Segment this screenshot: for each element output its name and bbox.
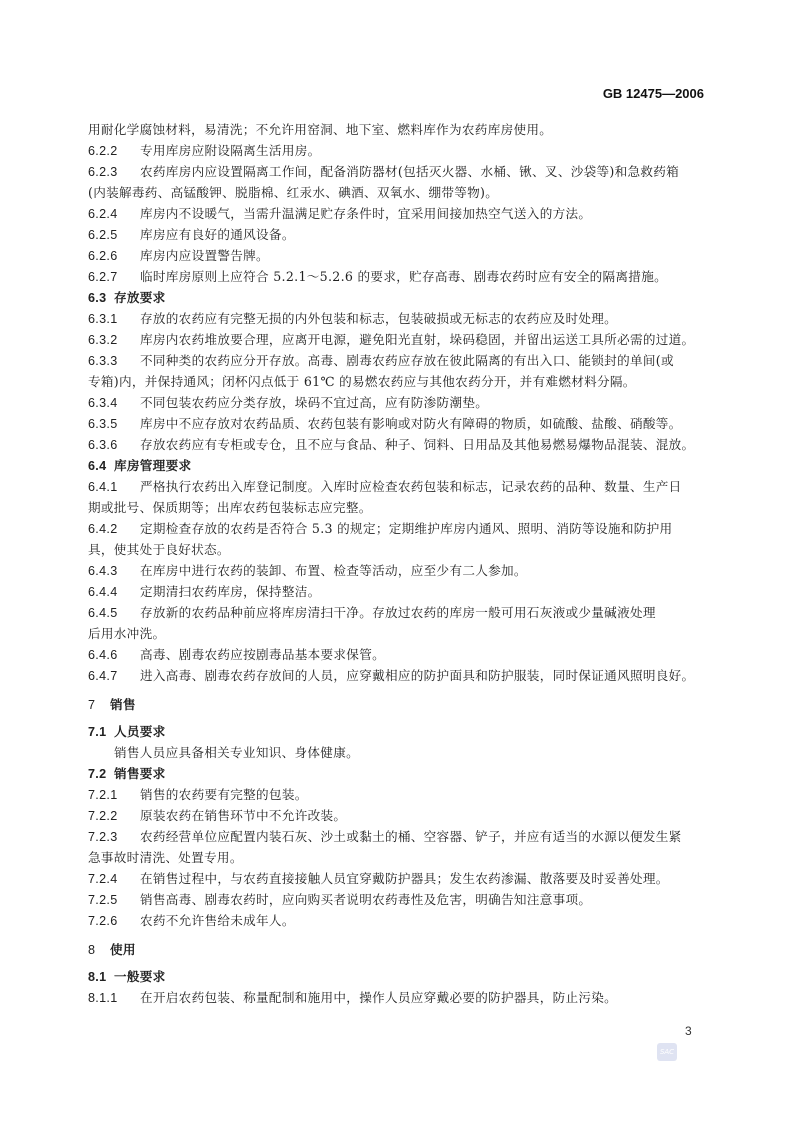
sac-logo-icon: SAC — [657, 1043, 677, 1061]
clause-text: 专用库房应附设隔离生活用房。 — [140, 143, 321, 158]
clause-text: 具，使其处于良好状态。 — [88, 542, 230, 557]
clause-line — [88, 161, 708, 182]
clause-number: 6.3.4 — [88, 396, 118, 410]
section-heading — [88, 455, 708, 476]
clause-number: 6.4.6 — [88, 648, 118, 662]
continuation-line — [88, 371, 708, 392]
clause-line — [88, 868, 708, 889]
clause-line — [88, 826, 708, 847]
continuation-line — [88, 119, 708, 140]
clause-number: 7.2 — [88, 767, 107, 781]
clause-number: 6.4.3 — [88, 564, 118, 578]
clause-line — [88, 140, 708, 161]
clause-text: 库房内农药堆放要合理，应离开电源，避免阳光直射，垛码稳固，并留出运送工具所必需的过道。 — [140, 332, 695, 347]
clause-line — [88, 203, 708, 224]
clause-number: 7.2.6 — [88, 914, 118, 928]
standard-code-header: GB 12475—2006 — [602, 86, 704, 101]
clause-text: 农药不允许售给未成年人。 — [140, 913, 295, 928]
continuation-line — [88, 497, 708, 518]
clause-number: 6.4.5 — [88, 606, 118, 620]
clause-text: 库房管理要求 — [114, 458, 192, 473]
clause-text: 库房内不设暖气，当需升温满足贮存条件时，宜采用间接加热空气送入的方法。 — [140, 206, 592, 221]
clause-number: 7.2.1 — [88, 788, 118, 802]
clause-number: 7.1 — [88, 725, 107, 739]
clause-number: 8.1.1 — [88, 991, 118, 1005]
continuation-line — [88, 182, 708, 203]
clause-line — [88, 476, 708, 497]
clause-number: 7.2.2 — [88, 809, 118, 823]
clause-line — [88, 266, 708, 287]
clause-text: 销售 — [110, 697, 136, 712]
clause-text: 库房应有良好的通风设备。 — [140, 227, 295, 242]
clause-line — [88, 560, 708, 581]
chapter-heading — [88, 694, 708, 715]
clause-text: 库房内应设置警告牌。 — [140, 248, 269, 263]
clause-number: 6.4.4 — [88, 585, 118, 599]
clause-number: 6.4.2 — [88, 522, 118, 536]
clause-text: 销售要求 — [114, 766, 166, 781]
clause-text: 使用 — [110, 942, 136, 957]
clause-text: 进入高毒、剧毒农药存放间的人员，应穿戴相应的防护面具和防护服装，同时保证通风照明良好。 — [140, 668, 695, 683]
clause-number: 6.3.1 — [88, 312, 118, 326]
document-body — [88, 119, 708, 1008]
clause-number: 6.3 — [88, 291, 107, 305]
clause-line — [88, 889, 708, 910]
clause-number: 6.4 — [88, 459, 107, 473]
clause-number: 7.2.3 — [88, 830, 118, 844]
clause-text: 人员要求 — [114, 724, 166, 739]
clause-text: 库房中不应存放对农药品质、农药包装有影响或对防火有障碍的物质，如硫酸、盐酸、硝酸等。 — [140, 416, 682, 431]
clause-text: 在销售过程中，与农药直接接触人员宜穿戴防护器具；发生农药渗漏、散落要及时妥善处理。 — [140, 871, 669, 886]
clause-number: 6.4.1 — [88, 480, 118, 494]
clause-text: 定期检查存放的农药是否符合 5.3 的规定；定期维护库房内通风、照明、消防等设施和防护用 — [140, 521, 673, 536]
clause-number: 6.2.5 — [88, 228, 118, 242]
clause-text: 在库房中进行农药的装卸、布置、检查等活动，应至少有二人参加。 — [140, 563, 527, 578]
clause-number: 6.2.2 — [88, 144, 118, 158]
clause-text: 临时库房原则上应符合 5.2.1～5.2.6 的要求，贮存高毒、剧毒农药时应有安全的隔离措施。 — [140, 269, 667, 284]
clause-text: 农药库房内应设置隔离工作间，配备消防器材(包括灭火器、水桶、锹、叉、沙袋等)和急救药箱 — [140, 164, 680, 179]
clause-text: 急事故时清洗、处置专用。 — [88, 850, 243, 865]
clause-number: 7.2.5 — [88, 893, 118, 907]
clause-number: 6.2.6 — [88, 249, 118, 263]
clause-line — [88, 392, 708, 413]
clause-text: 严格执行农药出入库登记制度。入库时应检查农药包装和标志，记录农药的品种、数量、生产日 — [140, 479, 682, 494]
clause-line — [88, 518, 708, 539]
clause-number: 6.2.3 — [88, 165, 118, 179]
clause-number: 7 — [88, 698, 96, 712]
clause-text: 定期清扫农药库房，保持整洁。 — [140, 584, 321, 599]
section-heading — [88, 287, 708, 308]
paragraph-line — [88, 742, 708, 763]
clause-line — [88, 245, 708, 266]
clause-number: 6.4.7 — [88, 669, 118, 683]
clause-line — [88, 784, 708, 805]
clause-line — [88, 665, 708, 686]
clause-number: 7.2.4 — [88, 872, 118, 886]
clause-line — [88, 329, 708, 350]
clause-line — [88, 308, 708, 329]
clause-text: 销售的农药要有完整的包装。 — [140, 787, 308, 802]
clause-text: 原装农药在销售环节中不允许改装。 — [140, 808, 347, 823]
clause-text: 不同种类的农药应分开存放。高毒、剧毒农药应存放在彼此隔离的有出入口、能锁封的单间(或 — [140, 353, 674, 368]
section-heading — [88, 721, 708, 742]
clause-line — [88, 581, 708, 602]
clause-text: 一般要求 — [114, 969, 166, 984]
clause-line — [88, 910, 708, 931]
section-heading — [88, 966, 708, 987]
clause-text: 销售高毒、剧毒农药时，应向购买者说明农药毒性及危害，明确告知注意事项。 — [140, 892, 592, 907]
continuation-line — [88, 539, 708, 560]
page-number: 3 — [685, 1024, 692, 1038]
clause-line — [88, 644, 708, 665]
clause-text: 专箱)内，并保持通风；闭杯闪点低于 61℃ 的易燃农药应与其他农药分开，并有难燃材料分隔。 — [88, 374, 636, 389]
clause-number: 6.3.3 — [88, 354, 118, 368]
clause-number: 6.3.5 — [88, 417, 118, 431]
clause-text: 用耐化学腐蚀材料，易清洗；不允许用窑洞、地下室、燃料库作为农药库房使用。 — [88, 122, 553, 137]
clause-text: (内装解毒药、高锰酸钾、脱脂棉、红汞水、碘酒、双氧水、绷带等物)。 — [88, 185, 499, 200]
clause-text: 存放新的农药品种前应将库房清扫干净。存放过农药的库房一般可用石灰液或少量碱液处理 — [140, 605, 656, 620]
clause-text: 高毒、剧毒农药应按剧毒品基本要求保管。 — [140, 647, 385, 662]
clause-text: 农药经营单位应配置内装石灰、沙土或黏土的桶、空容器、铲子，并应有适当的水源以便发生紧 — [140, 829, 682, 844]
clause-number: 6.3.2 — [88, 333, 118, 347]
clause-line — [88, 413, 708, 434]
clause-text: 在开启农药包装、称量配制和施用中，操作人员应穿戴必要的防护器具，防止污染。 — [140, 990, 618, 1005]
clause-line — [88, 350, 708, 371]
clause-number: 6.2.4 — [88, 207, 118, 221]
continuation-line — [88, 847, 708, 868]
clause-text: 不同包装农药应分类存放，垛码不宜过高，应有防渗防潮垫。 — [140, 395, 489, 410]
clause-line — [88, 602, 708, 623]
clause-text: 后用水冲洗。 — [88, 626, 166, 641]
clause-text: 期或批号、保质期等；出库农药包装标志应完整。 — [88, 500, 372, 515]
clause-line — [88, 224, 708, 245]
continuation-line — [88, 623, 708, 644]
clause-text: 存放的农药应有完整无损的内外包装和标志，包装破损或无标志的农药应及时处理。 — [140, 311, 618, 326]
clause-text: 存放农药应有专柜或专仓，且不应与食品、种子、饲料、日用品及其他易燃易爆物品混装、混放。 — [140, 437, 695, 452]
chapter-heading — [88, 939, 708, 960]
clause-number: 8.1 — [88, 970, 107, 984]
clause-number: 6.3.6 — [88, 438, 118, 452]
clause-text: 存放要求 — [114, 290, 166, 305]
clause-number: 8 — [88, 943, 96, 957]
clause-line — [88, 987, 708, 1008]
clause-line — [88, 805, 708, 826]
section-heading — [88, 763, 708, 784]
clause-number: 6.2.7 — [88, 270, 118, 284]
clause-line — [88, 434, 708, 455]
clause-text: 销售人员应具备相关专业知识、身体健康。 — [114, 745, 359, 760]
